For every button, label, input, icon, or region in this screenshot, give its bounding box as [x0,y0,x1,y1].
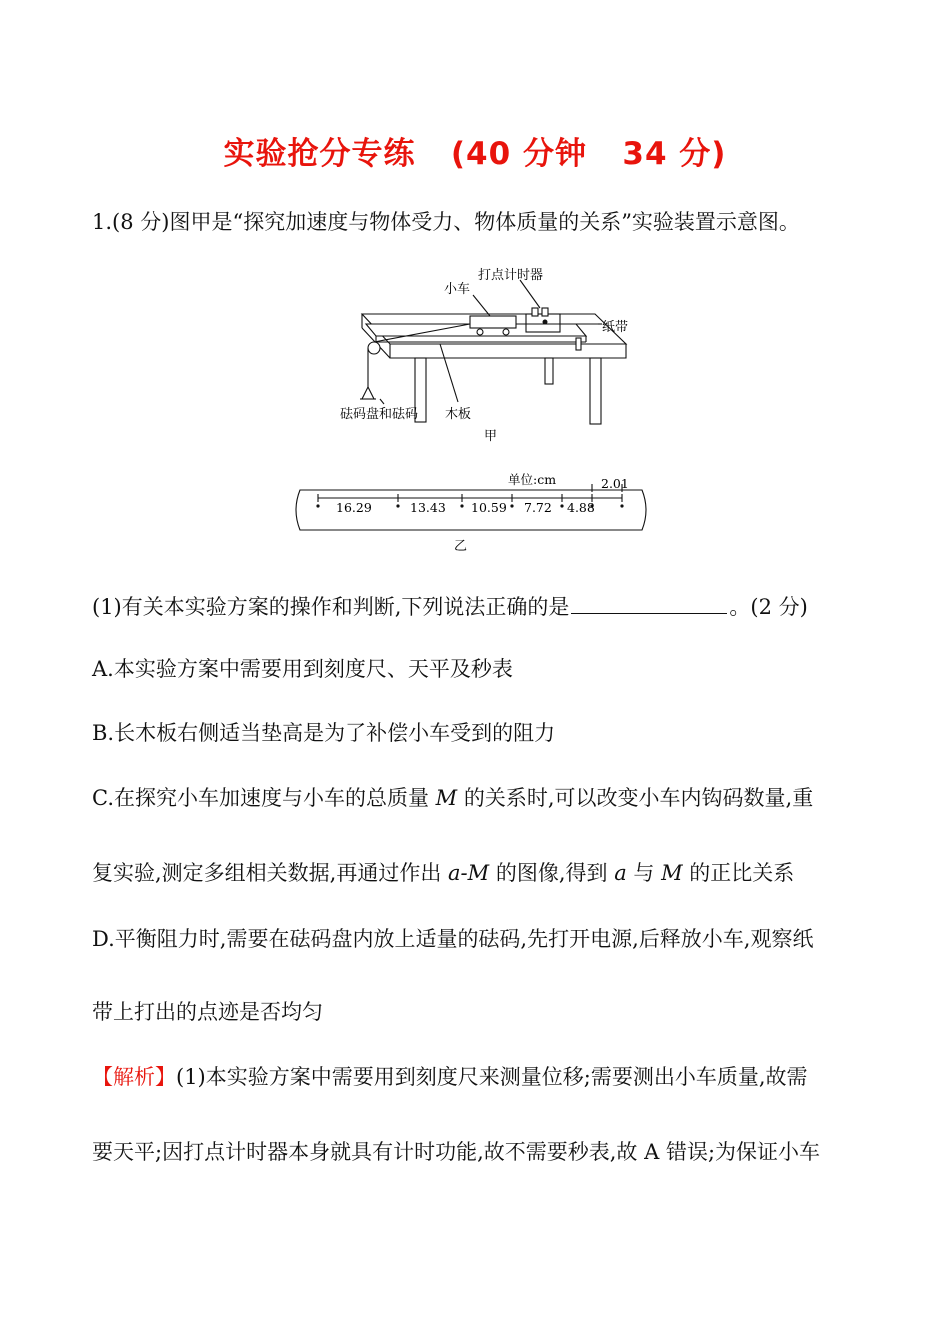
caption-yi: 乙 [454,539,468,554]
option-c-line2: 复实验,测定多组相关数据,再通过作出 a-M 的图像,得到 a 与 M 的正比关系 [92,861,795,885]
segment-2: 13.43 [410,500,446,515]
apparatus-figure [340,262,640,452]
label-tape: 纸带 [602,320,629,335]
option-d-line2: 带上打出的点迹是否均匀 [92,1000,323,1024]
label-weights: 砝码盘和砝码 [340,407,419,422]
analysis-tag: 【解析】 [92,1065,176,1089]
question-stem: 1.(8 分)图甲是“探究加速度与物体受力、物体质量的关系”实验装置示意图。 [92,210,800,234]
table-leg [590,358,601,424]
cart [470,316,516,328]
segment-1: 16.29 [336,500,372,515]
segment-5: 4.88 [567,500,595,515]
sub-question-1: (1)有关本实验方案的操作和判断,下列说法正确的是 。(2 分) [92,595,808,619]
tape-unit: 单位:cm [508,472,557,487]
option-c-line1: C.在探究小车加速度与小车的总质量 M 的关系时,可以改变小车内钩码数量,重 [92,786,814,810]
segment-6: 2.01 [601,476,629,491]
table-leg [545,358,553,384]
option-d-line1: D.平衡阻力时,需要在砝码盘内放上适量的砝码,先打开电源,后释放小车,观察纸 [92,927,814,951]
tape-figure [292,470,652,555]
option-b: B.长木板右侧适当垫高是为了补偿小车受到的阻力 [92,721,556,745]
segment-4: 7.72 [524,500,552,515]
caption-jia: 甲 [484,429,498,444]
weight-pan [362,387,374,399]
answer-blank[interactable] [571,595,727,614]
label-timer: 打点计时器 [478,268,544,283]
label-board: 木板 [445,407,472,422]
label-cart: 小车 [444,282,471,297]
segment-3: 10.59 [471,500,507,515]
analysis-line2: 要天平;因打点计时器本身就具有计时功能,故不需要秒表,故 A 错误;为保证小车 [92,1140,821,1164]
page-title: 实验抢分专练 (40 分钟 34 分) [223,136,727,172]
analysis-line1: 【解析】(1)本实验方案中需要用到刻度尺来测量位移;需要测出小车质量,故需 [92,1065,808,1089]
option-a: A.本实验方案中需要用到刻度尺、天平及秒表 [92,657,513,681]
pulley [368,342,380,354]
